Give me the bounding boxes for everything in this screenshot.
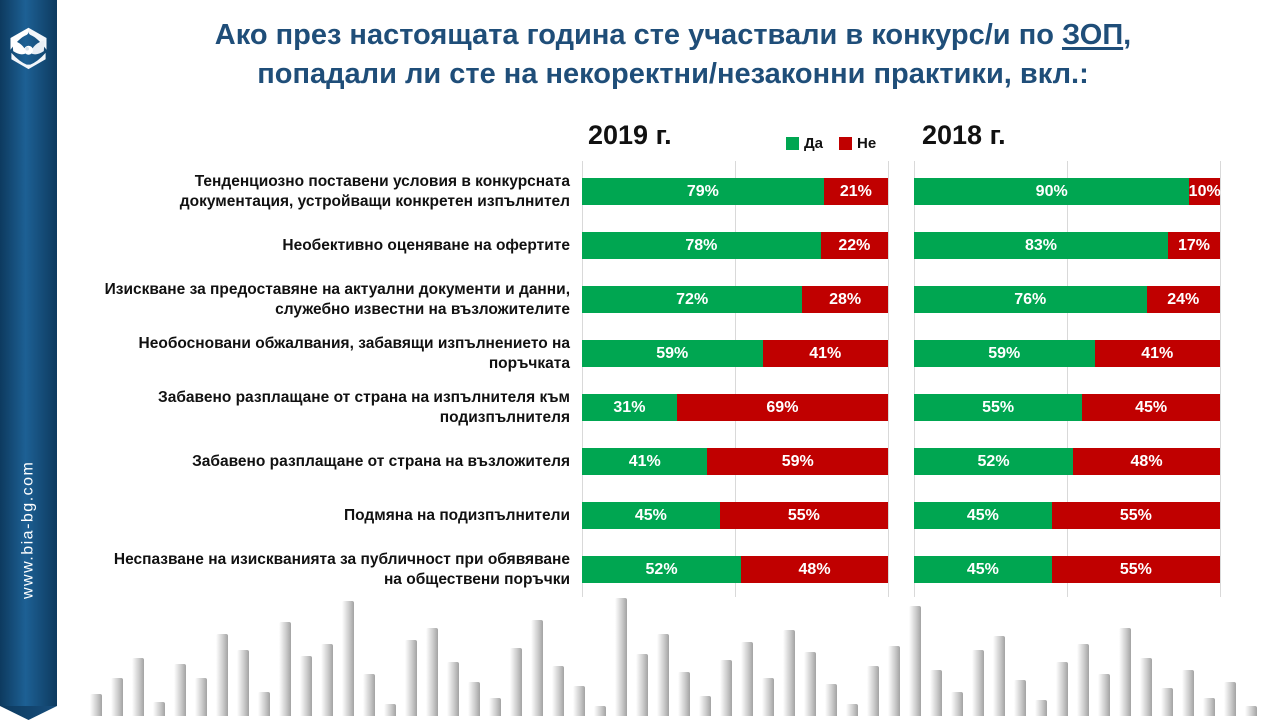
skyline-bar: [405, 640, 417, 716]
skyline-bar: [363, 674, 375, 716]
skyline-bar: [300, 656, 312, 716]
skyline-bar: [531, 620, 543, 716]
skyline-bar: [447, 662, 459, 716]
bar-segment-no: [1147, 286, 1220, 313]
bar-segment-no: [1073, 448, 1220, 475]
bar-row: [914, 178, 1220, 205]
bar-segment-yes: [582, 502, 720, 529]
bar-segment-no: [802, 286, 888, 313]
category-label: Необосновани обжалвания, забавящи изпълнението на поръчката: [138, 334, 570, 372]
legend-swatch-yes: [786, 137, 799, 150]
bar-value-label: 72%: [676, 290, 709, 308]
category-label: Необективно оценяване на офертите: [282, 236, 570, 254]
bar-segment-yes: [582, 286, 802, 313]
skyline-bar: [342, 601, 354, 716]
skyline-bar: [1203, 698, 1215, 716]
skyline-bar: [237, 650, 249, 716]
skyline-bar: [846, 704, 858, 716]
bar-row: [582, 286, 888, 313]
group-header-2018: 2018 г.: [922, 120, 1006, 150]
skyline-bar: [552, 666, 564, 716]
bar-value-label: 22%: [838, 236, 871, 254]
skyline-bar: [1035, 700, 1047, 716]
skyline-bar: [888, 646, 900, 716]
gridline: [582, 161, 583, 597]
bar-segment-no: [677, 394, 888, 421]
skyline-bar: [468, 682, 480, 716]
bar-segment-yes: [914, 286, 1147, 313]
bar-value-label: 55%: [1119, 560, 1152, 578]
skyline-bar: [615, 598, 627, 716]
skyline-bar: [489, 698, 501, 716]
skyline-bar: [384, 704, 396, 716]
bar-value-label: 55%: [1119, 506, 1152, 524]
bar-row: [914, 394, 1220, 421]
skyline-decoration: [90, 591, 1280, 716]
legend-swatch-no: [839, 137, 852, 150]
skyline-bar: [153, 702, 165, 716]
skyline-bar: [720, 660, 732, 716]
legend-label-yes: Да: [804, 135, 824, 152]
bar-value-label: 24%: [1167, 290, 1200, 308]
skyline-bar: [1119, 628, 1131, 716]
bar-row: [914, 286, 1220, 313]
skyline-bar: [678, 672, 690, 716]
skyline-bar: [972, 650, 984, 716]
skyline-bar: [867, 666, 879, 716]
bar-value-label: 17%: [1177, 236, 1210, 254]
bar-segment-no: [824, 178, 888, 205]
bar-segment-yes: [914, 556, 1052, 583]
bar-row: [582, 448, 888, 475]
title-zop-underlined: ЗОП: [1061, 19, 1124, 51]
bar-value-label: 45%: [1135, 398, 1168, 416]
bar-value-label: 41%: [1141, 344, 1174, 362]
bar-value-label: 69%: [766, 398, 799, 416]
sidebar: [0, 0, 57, 706]
chart-legend: [786, 135, 876, 152]
skyline-bar: [741, 642, 753, 716]
skyline-bar: [174, 664, 186, 716]
bar-segment-no: [720, 502, 888, 529]
gridline: [735, 161, 736, 597]
skyline-bar: [1014, 680, 1026, 716]
category-label: Неспазване на изискванията за публичност при обявяване на обществени поръчки: [113, 550, 570, 588]
bar-segment-yes: [914, 232, 1168, 259]
bar-value-label: 45%: [966, 560, 999, 578]
bar-value-label: 48%: [798, 560, 831, 578]
bar-row: [582, 556, 888, 583]
skyline-bar: [783, 630, 795, 716]
gridline: [914, 161, 915, 597]
bar-value-label: 45%: [966, 506, 999, 524]
skyline-bar: [426, 628, 438, 716]
bar-value-label: 41%: [628, 452, 661, 470]
bar-value-label: 10%: [1188, 182, 1221, 200]
bar-segment-yes: [914, 394, 1082, 421]
bar-value-label: 52%: [645, 560, 678, 578]
group-header-2019: 2019 г.: [588, 120, 672, 150]
skyline-bar: [1077, 644, 1089, 716]
bar-value-label: 78%: [685, 236, 718, 254]
bar-segment-no: [1082, 394, 1220, 421]
bar-row: [582, 502, 888, 529]
bar-row: [582, 232, 888, 259]
skyline-bar: [993, 636, 1005, 716]
category-label: Забавено разплащане от страна на изпълнителя към подизпълнителя: [157, 388, 570, 426]
bar-value-label: 45%: [634, 506, 667, 524]
skyline-bar: [951, 692, 963, 716]
bar-segment-yes: [582, 448, 707, 475]
skyline-bar: [1140, 658, 1152, 716]
legend-label-no: Не: [857, 135, 877, 152]
bar-segment-yes: [582, 340, 763, 367]
skyline-bar: [657, 634, 669, 716]
bar-segment-yes: [914, 178, 1189, 205]
bar-row: [582, 340, 888, 367]
skyline-bar: [762, 678, 774, 716]
bar-row: [914, 556, 1220, 583]
skyline-bar: [510, 648, 522, 716]
bar-value-label: 55%: [787, 506, 820, 524]
skyline-bar: [594, 706, 606, 716]
bar-segment-yes: [914, 448, 1073, 475]
skyline-bar: [279, 622, 291, 716]
skyline-bar: [1182, 670, 1194, 716]
skyline-bar: [1056, 662, 1068, 716]
bar-row: [582, 178, 888, 205]
bar-segment-no: [1189, 178, 1220, 205]
bar-value-label: 83%: [1024, 236, 1057, 254]
bar-value-label: 59%: [988, 344, 1021, 362]
gridline: [1220, 161, 1221, 597]
skyline-bar: [825, 684, 837, 716]
bar-segment-no: [821, 232, 888, 259]
skyline-bar: [699, 696, 711, 716]
bar-value-label: 28%: [829, 290, 862, 308]
bia-logo-icon: [6, 16, 51, 88]
bar-row: [914, 502, 1220, 529]
bar-value-label: 90%: [1035, 182, 1068, 200]
bar-row: [914, 448, 1220, 475]
category-label: Тенденциозно поставени условия в конкурсната документация, устройващи конкретен изпълнител: [179, 172, 570, 210]
bar-segment-yes: [582, 232, 821, 259]
bar-row: [582, 394, 888, 421]
skyline-bar: [1224, 682, 1236, 716]
skyline-bar: [111, 678, 123, 716]
bar-value-label: 79%: [686, 182, 719, 200]
sidebar-url: www.bia-bg.com: [19, 460, 37, 600]
gridline: [888, 161, 889, 597]
skyline-bar: [573, 686, 585, 716]
category-label: Изискване за предоставяне на актуални документи и данни, служебно известни на възложителите: [104, 280, 570, 318]
bar-segment-no: [707, 448, 888, 475]
bar-row: [914, 340, 1220, 367]
legend-item-yes: [786, 135, 823, 152]
sidebar-ribbon-tail: [0, 706, 57, 720]
bar-value-label: 52%: [977, 452, 1010, 470]
skyline-bar: [216, 634, 228, 716]
gridline: [1067, 161, 1068, 597]
legend-item-no: [839, 135, 876, 152]
skyline-bar: [321, 644, 333, 716]
bar-segment-no: [763, 340, 888, 367]
bar-segment-no: [741, 556, 888, 583]
bar-segment-no: [1052, 556, 1220, 583]
bar-value-label: 59%: [781, 452, 814, 470]
bar-value-label: 59%: [656, 344, 689, 362]
bar-segment-no: [1168, 232, 1220, 259]
title-line1: Ако през настоящата година сте участвали в конкурс/и по ЗОП,: [214, 19, 1132, 51]
category-label: Забавено разплащане от страна на възложителя: [192, 452, 570, 470]
bar-row: [914, 232, 1220, 259]
skyline-bar: [636, 654, 648, 716]
skyline-bar: [909, 606, 921, 716]
bar-value-label: 31%: [613, 398, 646, 416]
bar-value-label: 76%: [1014, 290, 1047, 308]
skyline-bar: [195, 678, 207, 716]
bar-value-label: 41%: [809, 344, 842, 362]
bar-segment-yes: [914, 340, 1095, 367]
bar-value-label: 21%: [839, 182, 872, 200]
skyline-bar: [1245, 706, 1257, 716]
bar-segment-no: [1052, 502, 1220, 529]
bar-segment-yes: [582, 394, 677, 421]
title-line2: попадали ли сте на некоректни/незаконни практики, вкл.:: [257, 57, 1089, 90]
skyline-bar: [804, 652, 816, 716]
skyline-bar: [1161, 688, 1173, 716]
skyline-bar: [258, 692, 270, 716]
page-title: [70, 16, 1276, 94]
skyline-bar: [132, 658, 144, 716]
category-label: Подмяна на подизпълнители: [343, 506, 570, 524]
skyline-bar: [90, 694, 102, 716]
skyline-bar: [1098, 674, 1110, 716]
bar-value-label: 48%: [1130, 452, 1163, 470]
bar-segment-yes: [582, 556, 741, 583]
bar-segment-yes: [582, 178, 824, 205]
bar-segment-no: [1095, 340, 1220, 367]
skyline-bar: [930, 670, 942, 716]
bar-value-label: 55%: [982, 398, 1015, 416]
bar-segment-yes: [914, 502, 1052, 529]
